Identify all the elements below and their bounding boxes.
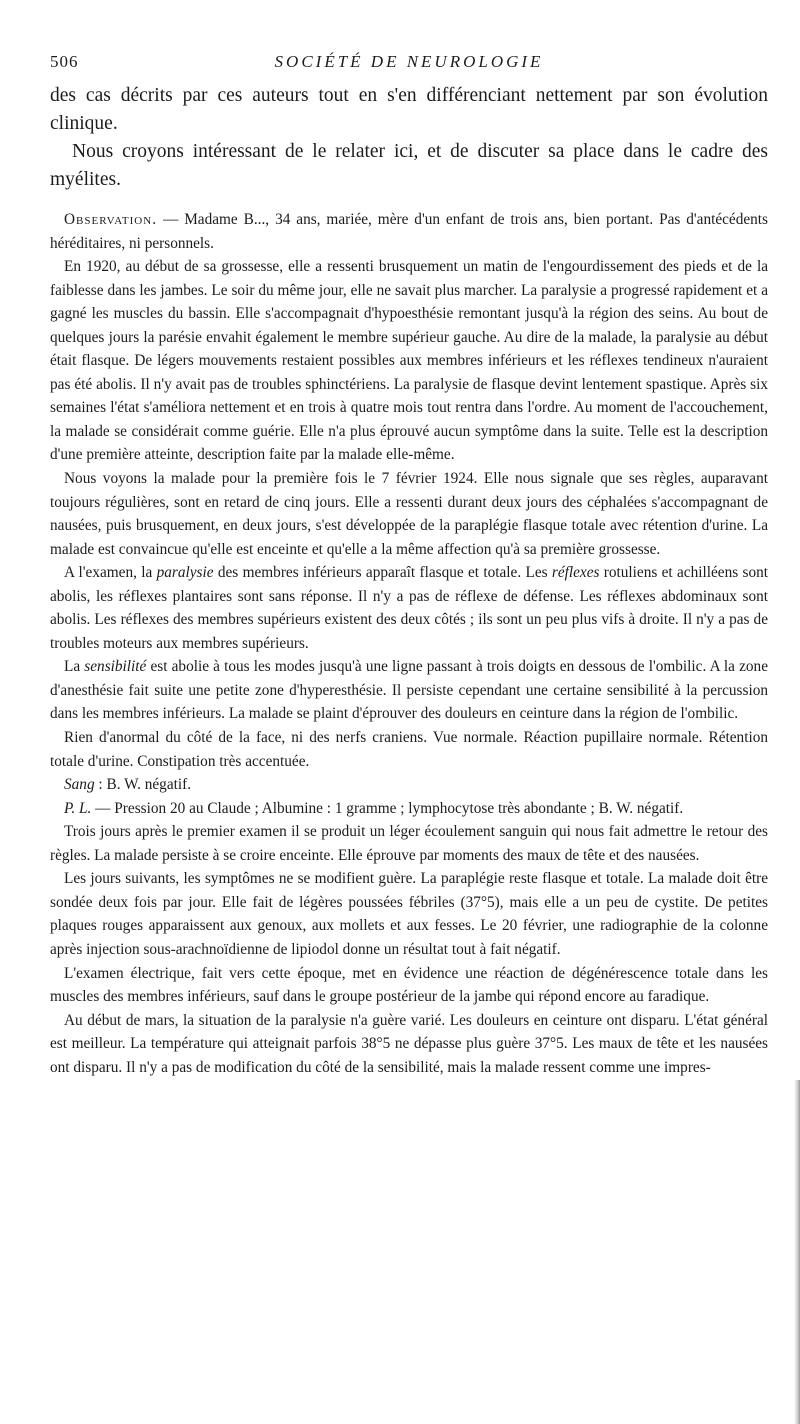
electrical-exam-paragraph: L'examen électrique, fait vers cette époque, met en évidence une réaction de dégénérescence totale dans les muscles des membres inférieurs, sauf dans le groupe postérieur de la jambe qui répond encore au faradique. <box>50 964 768 1006</box>
blood-paragraph <box>50 773 768 797</box>
lead-paragraph: Nous croyons intéressant de le relater ici, et de discuter sa place dans le cadre des myélites. <box>50 141 768 190</box>
history-paragraph: En 1920, au début de sa grossesse, elle a ressenti brusquement un matin de l'engourdissement des pieds et de la faiblesse dans les jambes. Le soir du même jour, elle ne savait plus marcher. La paralysie a progressé rapidement et a gagné les muscles du bassin. Elle s'accompagnait d'hypoesthésie remontant jusqu'à la région des seins. Au bout de quelques jours la parésie envahit également le membre supérieur gauche. Au dire de la malade, la paralysie au début était flasque. De légers mouvements restaient possibles aux membres inférieurs et les réflexes tendineux n'auraient pas été abolis. Il n'y avait pas de troubles sphinctériens. La paralysie de flasque devint lentement spastique. Après six semaines l'état s'améliora nettement et en trois à quatre mois tout rentra dans l'ordre. Au moment de l'accouchement, la malade se considérait comme guérie. Elle n'a plus éprouvé aucun symptôme dans la suite. Telle est la description d'une première atteinte, description faite par la malade elle-même. <box>50 258 768 464</box>
paragraph-text: rotuliens et achilléens sont abolis, les réflexes plantaires sont sans réponse. Il n'y a pas de réflexe de défense. Les réflexes abdominaux sont abolis. Les réflexes des membres supérieurs existent des deux côtés ; ils sont un peu plus vifs à droite. Il n'y a pas de troubles moteurs aux membres supérieurs. <box>50 564 768 652</box>
followup-paragraph: Trois jours après le premier examen il se produit un léger écoulement sanguin qui nous fait admettre le retour des règles. La malade persiste à se croire enceinte. Elle éprouve par moments des maux de tête et des nausées. <box>50 823 768 864</box>
paragraph-text: La <box>64 658 85 676</box>
cranial-paragraph: Rien d'anormal du côté de la face, ni des nerfs craniens. Vue normale. Réaction pupillaire normale. Rétention totale d'urine. Constipation très accentuée. <box>50 729 768 770</box>
observation-text <box>50 208 768 1079</box>
observation-label: Observation. <box>64 211 158 228</box>
lead-paragraphs <box>50 82 768 194</box>
paragraph-text: A l'examen, la <box>64 564 157 582</box>
paragraph-text: est abolie à tous les modes jusqu'à une ligne passant à trois doigts en dessous de l'ombilic. A la zone d'anesthésie fait suite une petite zone d'hyperesthésie. Il persiste cependant une certaine sensibilité à la percussion dans les membres inférieurs. La malade se plaint d'éprouver des douleurs en ceinture dans la région de l'ombilic. <box>50 658 768 723</box>
page-number: 506 <box>50 52 79 71</box>
page <box>50 52 768 1079</box>
page-header <box>50 52 768 82</box>
admission-paragraph: Nous voyons la malade pour la première fois le 7 février 1924. Elle nous signale que ses règles, auparavant toujours régulières, sont en retard de cinq jours. Elle a ressenti durant deux jours des céphalées s'accompagnant de nausées, puis brusquement, en deux jours, s'est développée de la paraplégie flasque totale avec rétention d'urine. La malade est convaincue qu'elle est enceinte et qu'elle a la même affection qu'à sa première grossesse. <box>50 470 768 558</box>
emphasis-text: sensibilité <box>84 658 147 676</box>
march-paragraph: Au début de mars, la situation de la paralysie n'a guère varié. Les douleurs en ceinture ont disparu. L'état général est meilleur. La température qui atteignait parfois 38°5 ne dépasse plus guère 37°5. Les maux de tête et les nausées ont disparu. Il n'y a pas de modification du côté de la sensibilité, mais la malade ressent comme une impres- <box>50 1011 768 1076</box>
paragraph-text: — Pression 20 au Claude ; Albumine : 1 gramme ; lymphocytose très abondante ; B. W. négatif. <box>91 799 684 817</box>
lead-paragraph: des cas décrits par ces auteurs tout en s'en différenciant nettement par son évolution clinique. <box>50 85 768 134</box>
paragraph-text: : B. W. négatif. <box>94 776 192 794</box>
page-edge-shadow <box>794 1080 800 1424</box>
emphasis-text: Sang <box>64 776 95 794</box>
running-head: SOCIÉTÉ DE NEUROLOGIE <box>274 52 544 71</box>
paragraph-text: des membres inférieurs apparaît flasque et totale. Les <box>213 564 552 582</box>
emphasis-text: paralysie <box>156 564 214 582</box>
sensibility-paragraph <box>50 655 768 726</box>
course-paragraph: Les jours suivants, les symptômes ne se modifient guère. La paraplégie reste flasque et totale. La malade doit être sondée deux fois par jour. Elle fait de légères poussées fébriles (37°5), mais elle a un peu de cystite. De petites plaques rouges apparaissent aux genoux, aux mollets et aux fesses. Le 20 février, une radiographie de la colonne après injection sous-arachnoïdienne de lipiodol donne un résultat tout à fait négatif. <box>50 870 768 958</box>
lumbar-puncture-paragraph <box>50 797 768 821</box>
exam-paragraph <box>50 561 768 655</box>
observation-paragraph <box>50 208 768 255</box>
paragraph-text: — Madame B..., 34 ans, mariée, mère d'un enfant de trois ans, bien portant. Pas d'antécédents héréditaires, ni personnels. <box>50 211 768 252</box>
emphasis-text: P. L. <box>64 799 92 817</box>
emphasis-text: réflexes <box>551 564 600 582</box>
